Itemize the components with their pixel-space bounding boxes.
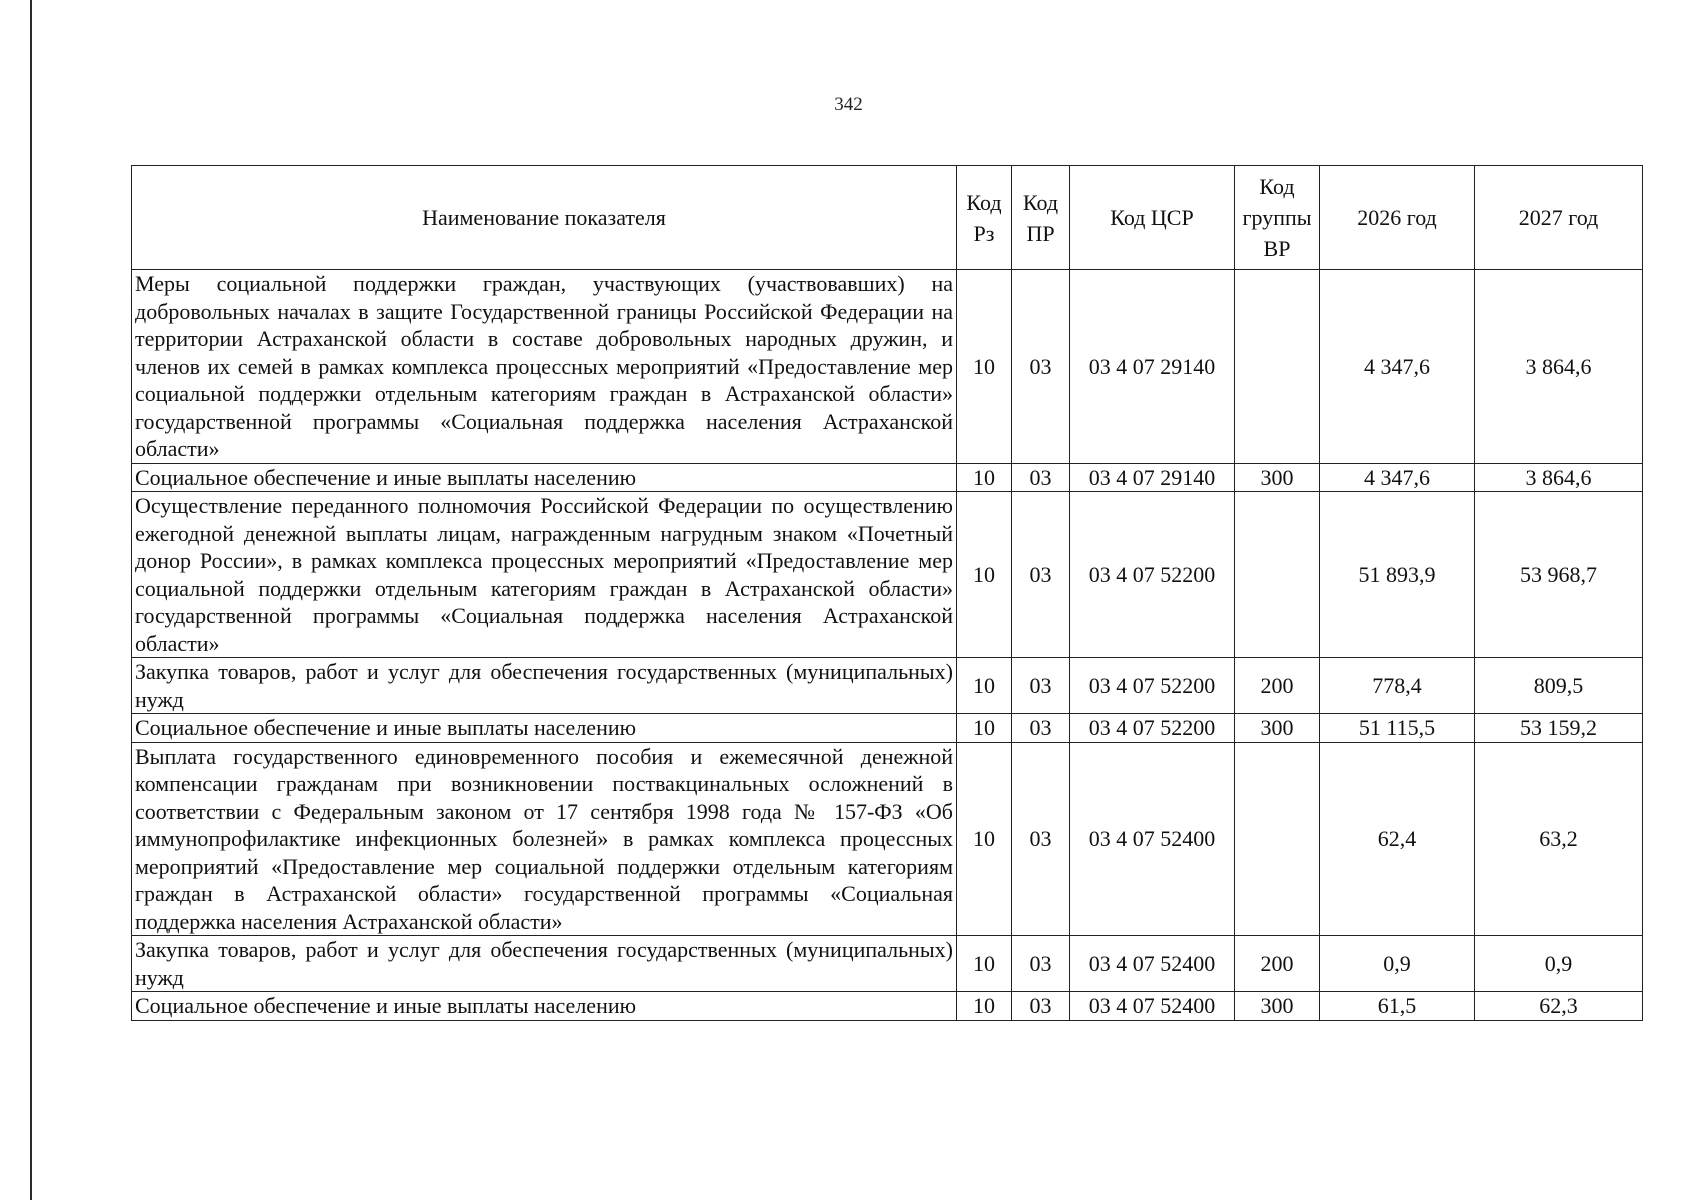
header-2027: 2027 год	[1475, 166, 1643, 270]
row-name: Закупка товаров, работ и услуг для обеспечения государственных (муниципальных) нужд	[132, 658, 957, 714]
row-2026: 51 893,9	[1320, 492, 1475, 658]
row-csr: 03 4 07 52400	[1070, 992, 1235, 1021]
row-vr: 300	[1235, 463, 1320, 492]
table-row	[132, 492, 1643, 658]
row-name: Закупка товаров, работ и услуг для обеспечения государственных (муниципальных) нужд	[132, 936, 957, 992]
row-rz: 10	[957, 936, 1012, 992]
page-number: 342	[834, 94, 863, 115]
table-row	[132, 714, 1643, 743]
row-2026: 62,4	[1320, 742, 1475, 936]
row-csr: 03 4 07 52400	[1070, 742, 1235, 936]
header-pr: Код ПР	[1012, 166, 1070, 270]
row-vr	[1235, 492, 1320, 658]
row-pr: 03	[1012, 742, 1070, 936]
row-2027: 53 159,2	[1475, 714, 1643, 743]
row-2027: 3 864,6	[1475, 463, 1643, 492]
header-csr: Код ЦСР	[1070, 166, 1235, 270]
row-2027: 809,5	[1475, 658, 1643, 714]
table-header-row	[132, 166, 1643, 270]
row-vr: 200	[1235, 936, 1320, 992]
row-pr: 03	[1012, 658, 1070, 714]
row-csr: 03 4 07 29140	[1070, 463, 1235, 492]
row-vr: 300	[1235, 992, 1320, 1021]
row-csr: 03 4 07 52200	[1070, 492, 1235, 658]
row-rz: 10	[957, 714, 1012, 743]
binding-edge-line	[30, 0, 32, 1200]
row-rz: 10	[957, 270, 1012, 464]
row-csr: 03 4 07 52400	[1070, 936, 1235, 992]
row-2027: 0,9	[1475, 936, 1643, 992]
budget-table	[131, 165, 1643, 1021]
table-row	[132, 742, 1643, 936]
row-csr: 03 4 07 29140	[1070, 270, 1235, 464]
row-name: Выплата государственного единовременного пособия и ежемесячной денежной компенсации гражданам при возникновении поствакцинальных осложнений в соответствии с Федеральным законом от 17 сентября 1998 года № 157-ФЗ «Об иммунопрофилактике инфекционных болезней» в рамках комплекса процессных мероприятий «Предоставление мер социальной поддержки отдельным категориям граждан в Астраханской области» государственной программы «Социальная поддержка населения Астраханской области»	[132, 742, 957, 936]
row-pr: 03	[1012, 270, 1070, 464]
row-2026: 778,4	[1320, 658, 1475, 714]
table-row	[132, 463, 1643, 492]
row-name: Социальное обеспечение и иные выплаты населению	[132, 463, 957, 492]
row-pr: 03	[1012, 936, 1070, 992]
header-name: Наименование показателя	[132, 166, 957, 270]
row-vr: 200	[1235, 658, 1320, 714]
row-rz: 10	[957, 742, 1012, 936]
row-rz: 10	[957, 463, 1012, 492]
row-2026: 61,5	[1320, 992, 1475, 1021]
table-row	[132, 658, 1643, 714]
row-name: Социальное обеспечение и иные выплаты населению	[132, 992, 957, 1021]
row-2027: 53 968,7	[1475, 492, 1643, 658]
row-rz: 10	[957, 492, 1012, 658]
row-rz: 10	[957, 992, 1012, 1021]
table-row	[132, 270, 1643, 464]
row-rz: 10	[957, 658, 1012, 714]
row-csr: 03 4 07 52200	[1070, 658, 1235, 714]
row-pr: 03	[1012, 492, 1070, 658]
row-2027: 62,3	[1475, 992, 1643, 1021]
table-row	[132, 936, 1643, 992]
header-vr: Код группы ВР	[1235, 166, 1320, 270]
row-2026: 51 115,5	[1320, 714, 1475, 743]
row-pr: 03	[1012, 463, 1070, 492]
header-2026: 2026 год	[1320, 166, 1475, 270]
row-vr: 300	[1235, 714, 1320, 743]
row-name: Социальное обеспечение и иные выплаты населению	[132, 714, 957, 743]
row-pr: 03	[1012, 992, 1070, 1021]
row-2026: 4 347,6	[1320, 270, 1475, 464]
row-2026: 4 347,6	[1320, 463, 1475, 492]
row-name: Меры социальной поддержки граждан, участвующих (участвовавших) на добровольных началах в защите Государственной границы Российской Федерации на территории Астраханской области в составе добровольных народных дружин, и членов их семей в рамках комплекса процессных мероприятий «Предоставление мер социальной поддержки отдельным категориям граждан в Астраханской области» государственной программы «Социальная поддержка населения Астраханской области»	[132, 270, 957, 464]
row-pr: 03	[1012, 714, 1070, 743]
row-2026: 0,9	[1320, 936, 1475, 992]
row-2027: 63,2	[1475, 742, 1643, 936]
row-vr	[1235, 742, 1320, 936]
row-2027: 3 864,6	[1475, 270, 1643, 464]
row-name: Осуществление переданного полномочия Российской Федерации по осуществлению ежегодной денежной выплаты лицам, награжденным нагрудным знаком «Почетный донор России», в рамках комплекса процессных мероприятий «Предоставление мер социальной поддержки отдельным категориям граждан в Астраханской области» государственной программы «Социальная поддержка населения Астраханской области»	[132, 492, 957, 658]
row-vr	[1235, 270, 1320, 464]
row-csr: 03 4 07 52200	[1070, 714, 1235, 743]
table-row	[132, 992, 1643, 1021]
header-rz: Код Рз	[957, 166, 1012, 270]
